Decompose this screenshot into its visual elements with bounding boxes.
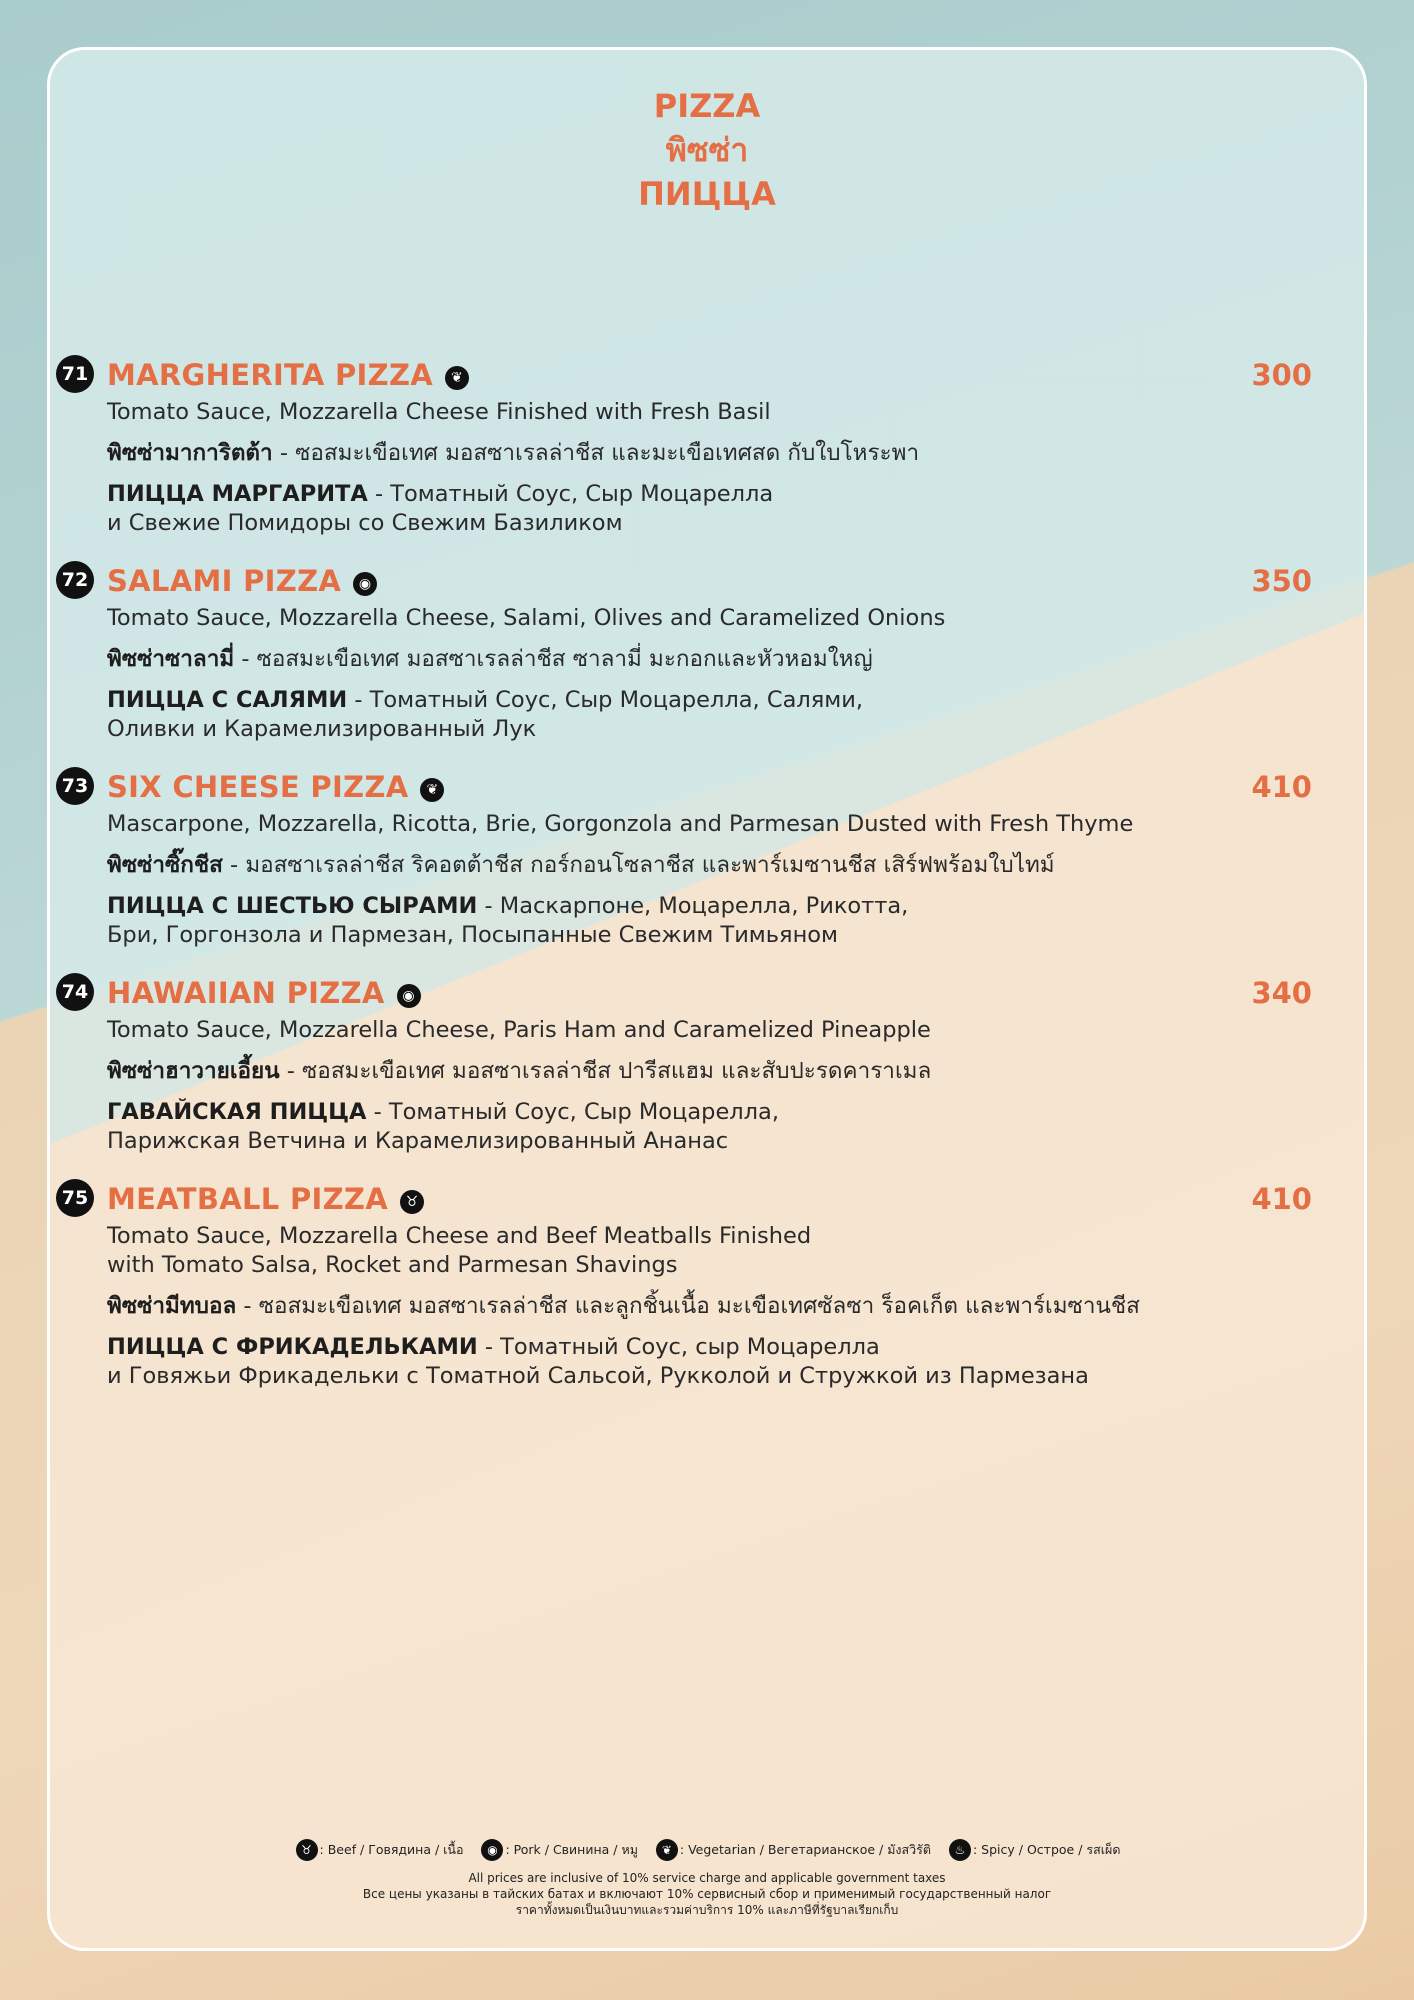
vegetarian-icon: ❦ xyxy=(656,1839,678,1861)
item-price: 300 xyxy=(1251,358,1312,392)
item-desc-en: Tomato Sauce, Mozzarella Cheese Finished with Fresh Basil xyxy=(107,399,771,425)
item-name xyxy=(107,975,421,1011)
item-number: 75 xyxy=(56,1179,94,1217)
vegetarian-icon: ❦ xyxy=(445,366,469,390)
item-name-text: MEATBALL PIZZA xyxy=(107,1182,388,1216)
item-number: 72 xyxy=(56,561,94,599)
item-desc-th-text: - มอสซาเรลล่าชีส ริคอตต้าชีส กอร์กอนโซลาชีส และพาร์เมซานชีส เสิร์ฟพร้อมใบไทม์ xyxy=(222,852,1055,878)
item-name-text: MARGHERITA PIZZA xyxy=(107,358,434,392)
footer-note-th: ราคาทั้งหมดเป็นเงินบาทและรวมค่าบริการ 10% และภาษีที่รัฐบาลเรียกเก็บ xyxy=(515,1903,899,1917)
item-desc-ru-text: - Томатный Соус, Сыр Моцарелла xyxy=(367,481,774,507)
item-name xyxy=(107,1181,424,1217)
item-name xyxy=(107,769,444,805)
icon-legend xyxy=(50,1839,1364,1861)
pork-icon: ◉ xyxy=(353,572,377,596)
title-en: PIZZA xyxy=(653,87,761,125)
item-desc-ru xyxy=(107,892,908,921)
title-th: พิซซ่า xyxy=(665,131,749,169)
item-price: 410 xyxy=(1251,1182,1312,1216)
menu-card xyxy=(47,47,1367,1951)
item-desc-th-text: - ซอสมะเขือเทศ มอสซาเรลล่าชีส และมะเขือเทศสด กับใบโหระพา xyxy=(272,440,920,466)
item-desc-ru xyxy=(107,1333,880,1362)
item-name-text: HAWAIIAN PIZZA xyxy=(107,976,385,1010)
item-desc-ru-line2: Оливки и Карамелизированный Лук xyxy=(107,716,537,742)
item-desc-ru-line2: Парижская Ветчина и Карамелизированный Ананас xyxy=(107,1128,729,1154)
item-desc-ru-text: - Томатный Соус, Сыр Моцарелла, Салями, xyxy=(347,687,864,713)
item-desc-th xyxy=(107,851,1055,880)
item-desc-th-text: - ซอสมะเขือเทศ มอสซาเรลล่าชีส และลูกชิ้นเนื้อ มะเขือเทศซัลซา ร็อคเก็ต และพาร์เมซานชีส xyxy=(236,1293,1140,1319)
item-desc-ru-line2: Бри, Горгонзола и Пармезан, Посыпанные Свежим Тимьяном xyxy=(107,922,839,948)
item-name-text: SIX CHEESE PIZZA xyxy=(107,770,409,804)
item-name-th: พิซซ่าซิ๊กชีส xyxy=(107,852,223,878)
item-desc-en-line2: with Tomato Salsa, Rocket and Parmesan Shavings xyxy=(107,1252,678,1278)
title-ru: ПИЦЦА xyxy=(638,175,776,213)
item-desc-th-text: - ซอสมะเขือเทศ มอสซาเรลล่าชีส ปารีสแฮม และสับปะรดคาราเมล xyxy=(279,1058,932,1084)
legend-beef: : Beef / Говядина / เนื้อ xyxy=(319,1841,464,1857)
item-name-ru: ПИЦЦА С ФРИКАДЕЛЬКАМИ xyxy=(107,1334,478,1360)
item-price: 410 xyxy=(1251,770,1312,804)
item-desc-th-text: - ซอสมะเขือเทศ มอสซาเรลล่าชีส ซาลามี่ มะกอกและหัวหอมใหญ่ xyxy=(234,646,873,672)
item-desc-ru xyxy=(107,686,863,715)
item-number: 71 xyxy=(56,355,94,393)
legend-vegetarian: : Vegetarian / Вегетарианское / มังสวิรัติ xyxy=(679,1841,932,1857)
legend-spicy: : Spicy / Острое / รสเผ็ด xyxy=(973,1841,1121,1857)
item-desc-en: Tomato Sauce, Mozzarella Cheese and Beef Meatballs Finished xyxy=(107,1223,812,1249)
item-desc-ru xyxy=(107,480,773,509)
item-desc-th xyxy=(107,645,873,674)
item-desc-en: Mascarpone, Mozzarella, Ricotta, Brie, Gorgonzola and Parmesan Dusted with Fresh Thyme xyxy=(107,811,1134,837)
item-name-th: พิซซ่ามีทบอล xyxy=(107,1293,237,1319)
legend-pork: : Pork / Свинина / หมู xyxy=(505,1841,638,1857)
item-desc-ru-text: - Томатный Соус, Сыр Моцарелла, xyxy=(366,1099,779,1125)
item-desc-ru-text: - Маскарпоне, Моцарелла, Рикотта, xyxy=(477,893,909,919)
item-name-th: พิซซ่ามาการิตต้า xyxy=(107,440,273,466)
menu-title xyxy=(50,84,1364,216)
pork-icon: ◉ xyxy=(397,984,421,1008)
item-desc-th xyxy=(107,1292,1140,1321)
item-desc-ru-line2: и Свежие Помидоры со Свежим Базиликом xyxy=(107,510,623,536)
item-name-text: SALAMI PIZZA xyxy=(107,564,342,598)
item-number: 73 xyxy=(56,767,94,805)
pork-icon: ◉ xyxy=(481,1839,503,1861)
item-name-ru: ПИЦЦА МАРГАРИТА xyxy=(107,481,368,507)
vegetarian-icon: ❦ xyxy=(420,778,444,802)
item-name xyxy=(107,563,377,599)
item-name-ru: ГАВАЙСКАЯ ПИЦЦА xyxy=(107,1099,367,1125)
item-desc-th xyxy=(107,1057,931,1086)
spicy-icon: ♨ xyxy=(949,1839,971,1861)
item-name-ru: ПИЦЦА С ШЕСТЬЮ СЫРАМИ xyxy=(107,893,478,919)
item-desc-en: Tomato Sauce, Mozzarella Cheese, Paris Ham and Caramelized Pineapple xyxy=(107,1017,931,1043)
footer-note-ru: Все цены указаны в тайских батах и включают 10% сервисный сбор и применимый государственный налог xyxy=(362,1887,1052,1901)
item-desc-ru-text: - Томатный Соус, сыр Моцарелла xyxy=(477,1334,880,1360)
item-desc-ru xyxy=(107,1098,779,1127)
item-number: 74 xyxy=(56,973,94,1011)
item-desc-th xyxy=(107,439,919,468)
footer-note-en: All prices are inclusive of 10% service charge and applicable government taxes xyxy=(468,1871,946,1885)
beef-icon: ♉ xyxy=(400,1190,424,1214)
beef-icon: ♉ xyxy=(296,1839,318,1861)
item-desc-en: Tomato Sauce, Mozzarella Cheese, Salami, Olives and Caramelized Onions xyxy=(107,605,946,631)
item-name-ru: ПИЦЦА С САЛЯМИ xyxy=(107,687,348,713)
item-price: 340 xyxy=(1251,976,1312,1010)
item-name-th: พิซซ่าฮาวายเอี้ยน xyxy=(107,1058,280,1084)
item-name-th: พิซซ่าซาลามี่ xyxy=(107,646,235,672)
item-name xyxy=(107,357,469,393)
item-desc-ru-line2: и Говяжьи Фрикадельки с Томатной Сальсой, Рукколой и Стружкой из Пармезана xyxy=(107,1363,1089,1389)
item-price: 350 xyxy=(1251,564,1312,598)
